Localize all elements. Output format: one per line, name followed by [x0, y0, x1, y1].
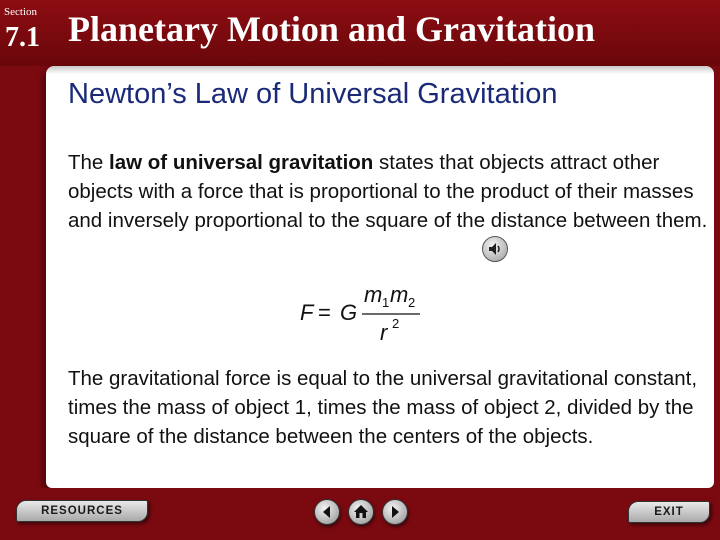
formula-mass1: m: [364, 282, 383, 307]
speaker-icon: [483, 237, 507, 261]
definition-body: states that objects attract other objects with a force that is proportional to the product of their masses and inversely proportional to the square of the distance between them.: [68, 151, 708, 232]
section-number: 7.1: [5, 22, 40, 53]
next-button[interactable]: [382, 499, 408, 525]
section-label: Section: [4, 6, 37, 18]
formula-constant: G: [340, 300, 358, 325]
arrow-right-icon: [383, 500, 407, 524]
formula-sub2: 2: [408, 295, 416, 310]
panel-top-shade: [46, 66, 714, 74]
home-button[interactable]: [348, 499, 374, 525]
definition-paragraph: [68, 148, 718, 235]
formula-sub1: 1: [382, 295, 390, 310]
audio-button[interactable]: [482, 236, 508, 262]
section-indicator: [0, 0, 50, 60]
definition-term: law of universal gravitation: [109, 151, 374, 174]
formula-exponent: 2: [392, 316, 400, 331]
home-icon: [349, 500, 373, 524]
gravitation-formula: [296, 282, 436, 344]
previous-button[interactable]: [314, 499, 340, 525]
slide-subtitle: Newton’s Law of Universal Gravitation: [68, 78, 558, 110]
exit-button[interactable]: EXIT: [628, 501, 710, 523]
formula-force: F: [300, 300, 314, 325]
resources-button[interactable]: RESOURCES: [16, 500, 148, 522]
definition-intro: The: [68, 151, 110, 174]
page-title: Planetary Motion and Gravitation: [68, 9, 595, 49]
arrow-left-icon: [315, 500, 339, 524]
formula-distance: r: [380, 320, 388, 344]
explanation-paragraph: The gravitational force is equal to the universal gravitational constant, times the mass of object 1, times the mass of object 2, divided by the square of the distance between the centers of the objects.: [68, 367, 698, 448]
formula-equals: =: [318, 300, 331, 325]
formula-mass2: m: [390, 282, 409, 307]
